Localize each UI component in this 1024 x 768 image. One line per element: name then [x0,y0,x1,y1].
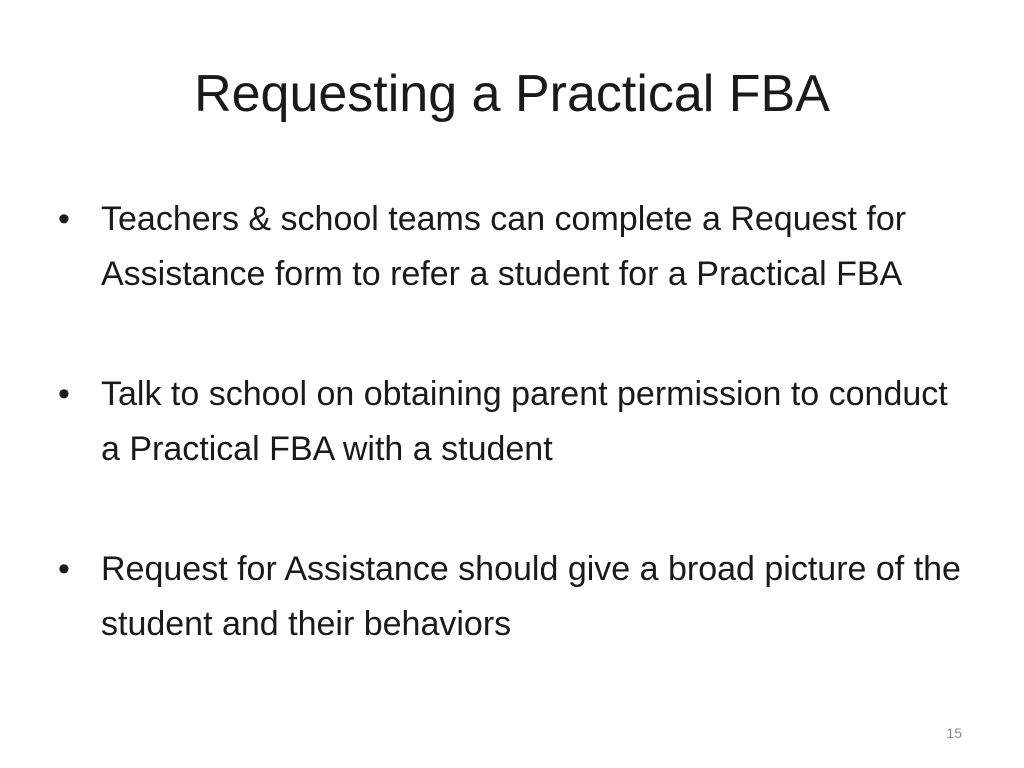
bullet-list [56,192,976,652]
bullet-item [56,367,976,477]
bullet-item [56,192,976,302]
bullet-marker-icon: • [58,550,70,588]
bullet-text: Teachers & school teams can complete a Request for Assistance form to refer a student for a Practical FBA [101,200,907,293]
bullet-item [56,542,976,652]
slide-title: Requesting a Practical FBA [194,65,830,123]
bullet-marker-icon: • [58,375,70,413]
bullet-text: Talk to school on obtaining parent permission to conduct a Practical FBA with a student [101,375,948,468]
slide-page-number: 15 [946,725,962,741]
bullet-marker-icon: • [58,200,70,238]
bullet-text: Request for Assistance should give a broad picture of the student and their behaviors [101,550,961,643]
